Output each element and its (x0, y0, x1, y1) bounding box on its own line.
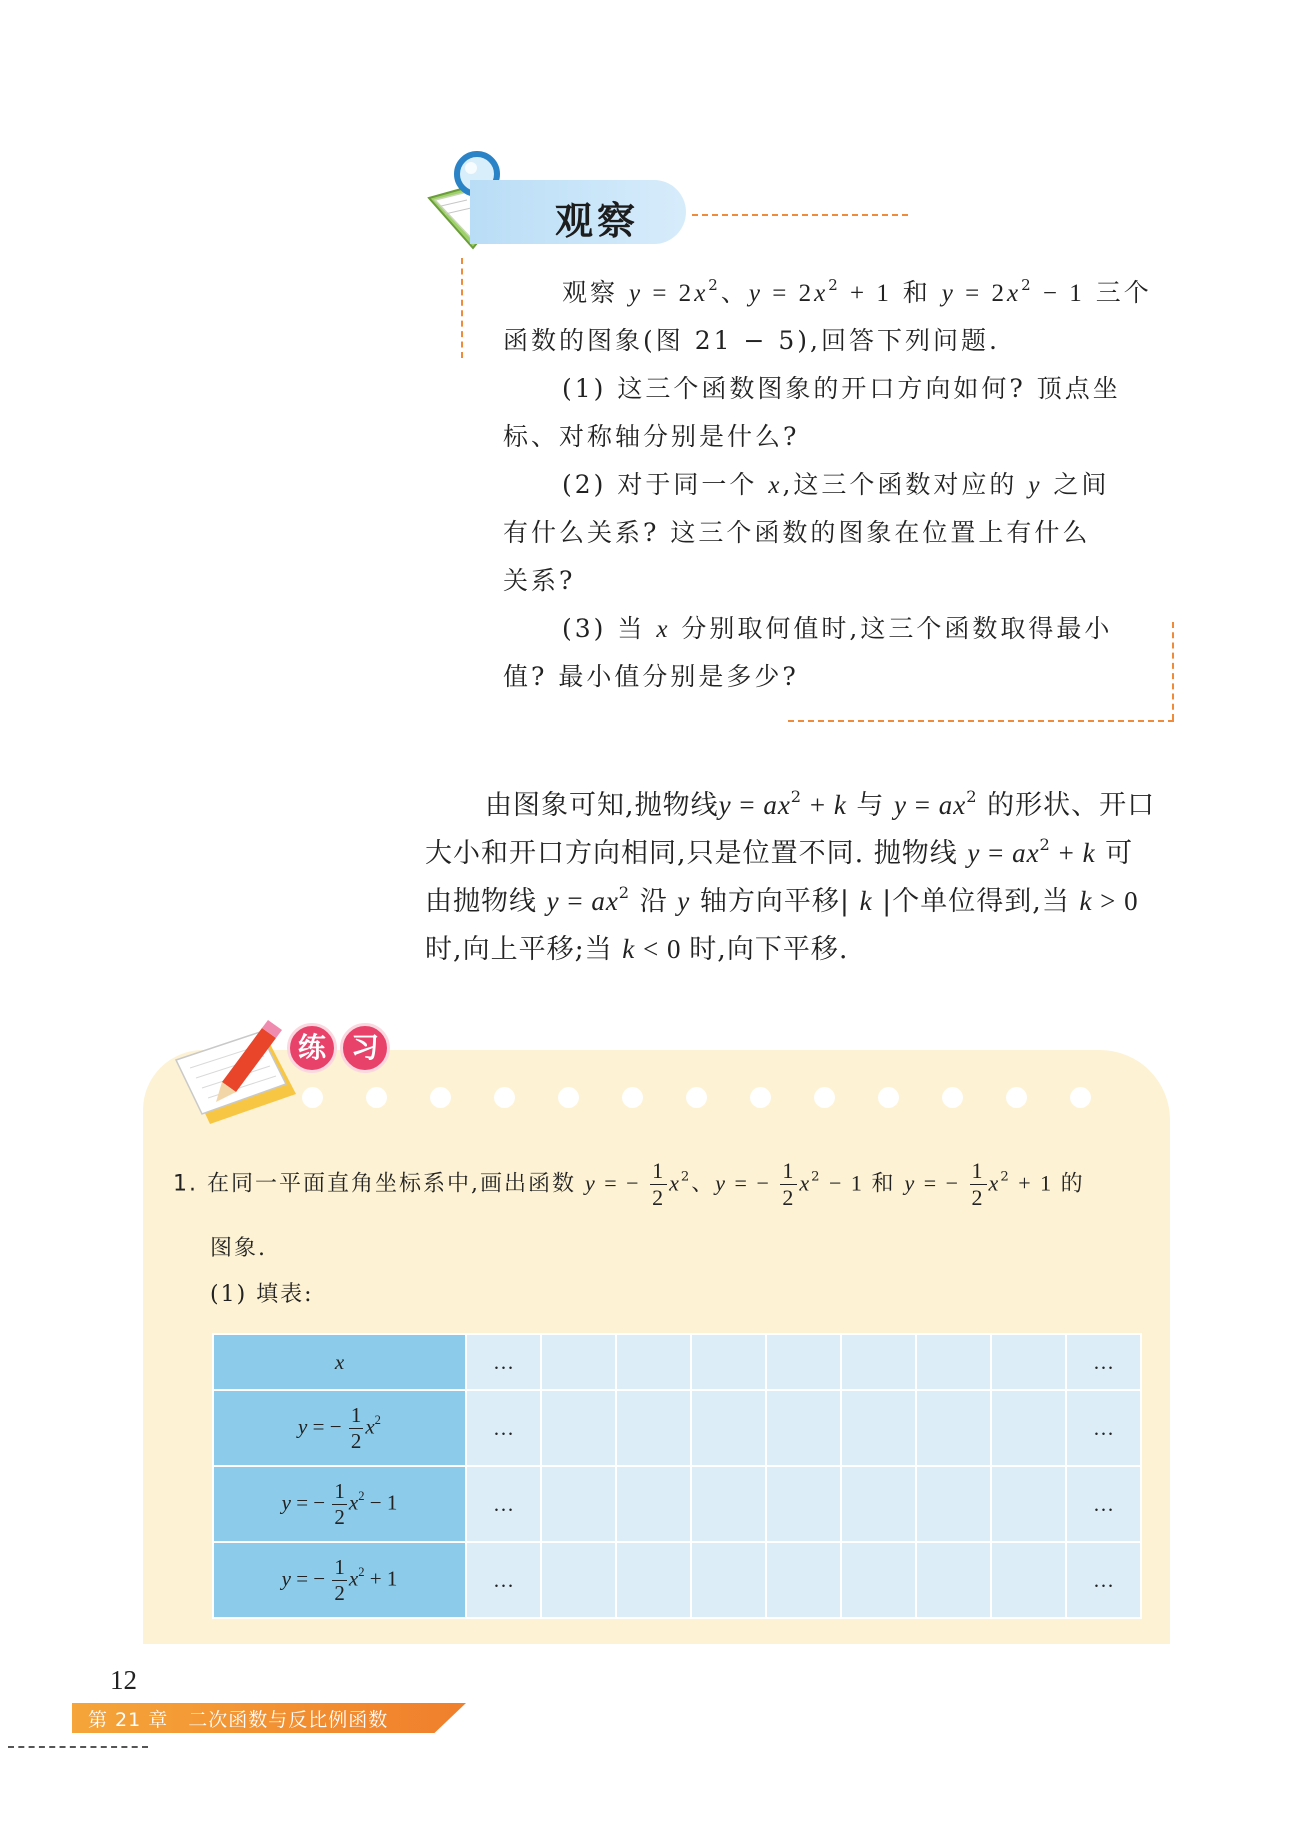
binder-hole (494, 1087, 515, 1108)
body-paragraph-line: 由抛物线 $y = ax^2$ 沿 y 轴方向平移| k |个单位得到,当 k > 0 (425, 882, 1139, 917)
table-cell[interactable] (541, 1542, 616, 1618)
exercise-subitem: (1) 填表: (210, 1282, 314, 1307)
table-cell[interactable]: … (1066, 1390, 1141, 1466)
table-cell[interactable] (691, 1334, 766, 1390)
table-cell[interactable] (691, 1542, 766, 1618)
table-cell[interactable] (541, 1334, 616, 1390)
table-cell[interactable] (691, 1466, 766, 1542)
practice-badge: 练 (287, 1023, 337, 1073)
dashed-divider (788, 720, 1174, 722)
question-2: (2) 对于同一个 x,这三个函数对应的 y 之间 (562, 470, 1110, 499)
row-header: y = − $\frac{1}{2}$ $x^2 - 1$ (213, 1466, 466, 1542)
table-cell[interactable] (916, 1466, 991, 1542)
binder-hole (366, 1087, 387, 1108)
body-paragraph-line: 由图象可知,抛物线$y = ax^2 + k$ 与 $y = ax^2$ 的形状、开口 (485, 786, 1156, 821)
table-cell[interactable] (766, 1542, 841, 1618)
row-header: x (213, 1334, 466, 1390)
question-2-line2: 有什么关系? 这三个函数的图象在位置上有什么 (503, 518, 1091, 547)
body-paragraph-line: 大小和开口方向相同,只是位置不同. 抛物线 $y = ax^2 + k$ 可 (425, 834, 1134, 869)
question-3-line2: 值? 最小值分别是多少? (503, 662, 799, 691)
exercise-item-line2: 图象. (210, 1236, 267, 1261)
table-cell[interactable] (991, 1466, 1066, 1542)
table-cell[interactable] (991, 1542, 1066, 1618)
table-cell[interactable] (616, 1334, 691, 1390)
table-cell[interactable]: … (1066, 1334, 1141, 1390)
table-cell[interactable] (841, 1334, 916, 1390)
question-2-line3: 关系? (503, 566, 576, 595)
table-row (213, 1334, 1141, 1390)
table-row (213, 1466, 1141, 1542)
table-cell[interactable] (841, 1466, 916, 1542)
table-cell[interactable] (916, 1334, 991, 1390)
binder-hole (878, 1087, 899, 1108)
binder-hole (558, 1087, 579, 1108)
table-cell[interactable]: … (1066, 1466, 1141, 1542)
observe-intro-line2: 函数的图象(图 21 − 5),回答下列问题. (503, 326, 1000, 355)
chapter-title: 第 21 章 二次函数与反比例函数 (88, 1709, 389, 1731)
row-header: y = − $\frac{1}{2}$ $x^2$ (213, 1390, 466, 1466)
table-row (213, 1542, 1141, 1618)
binder-hole (1070, 1087, 1091, 1108)
table-cell[interactable] (541, 1466, 616, 1542)
table-cell[interactable]: … (466, 1542, 541, 1618)
footer-dashed-line (8, 1746, 148, 1748)
table-cell[interactable] (766, 1334, 841, 1390)
question-1: (1) 这三个函数图象的开口方向如何? 顶点坐 (562, 374, 1121, 403)
binder-hole (814, 1087, 835, 1108)
binder-hole (430, 1087, 451, 1108)
table-cell[interactable] (766, 1466, 841, 1542)
table-cell[interactable]: … (466, 1466, 541, 1542)
table-cell[interactable] (841, 1542, 916, 1618)
table-cell[interactable]: … (466, 1334, 541, 1390)
table-cell[interactable] (916, 1542, 991, 1618)
table-cell[interactable] (616, 1390, 691, 1466)
table-cell[interactable] (766, 1390, 841, 1466)
binder-hole (622, 1087, 643, 1108)
exercise-item: 1. 在同一平面直角坐标系中,画出函数 y = − $\frac{1}{2}$ $x^2$、y = − $\frac{1}{2}$ $x^2 - 1$ 和 y = − $\frac{1}{2}$ $x^2 + 1$ 的 (173, 1158, 1085, 1210)
table-cell[interactable] (616, 1542, 691, 1618)
binder-hole (942, 1087, 963, 1108)
table-cell[interactable] (616, 1466, 691, 1542)
row-header: y = − $\frac{1}{2}$ $x^2 + 1$ (213, 1542, 466, 1618)
table-cell[interactable] (916, 1390, 991, 1466)
observe-title: 观察 (555, 199, 640, 243)
page-number: 12 (110, 1665, 137, 1695)
pencil-paper-icon (166, 1016, 306, 1128)
body-paragraph-line: 时,向上平移;当 k < 0 时,向下平移. (425, 934, 849, 965)
dashed-divider (1172, 622, 1174, 720)
question-3: (3) 当 x 分别取何值时,这三个函数取得最小 (562, 614, 1113, 643)
table-cell[interactable]: … (466, 1390, 541, 1466)
fill-table (212, 1333, 1142, 1619)
table-cell[interactable] (991, 1334, 1066, 1390)
question-1-line2: 标、对称轴分别是什么? (503, 422, 800, 451)
observe-intro: 观察 $y = 2x^2$、$y = 2x^2 + 1$ 和 $y = 2x^2 - 1$ 三个 (562, 275, 1152, 307)
practice-badge: 习 (340, 1023, 390, 1073)
table-row (213, 1390, 1141, 1466)
table-cell[interactable] (991, 1390, 1066, 1466)
dashed-divider (461, 258, 463, 358)
dashed-divider (692, 214, 908, 216)
table-cell[interactable] (841, 1390, 916, 1466)
binder-hole (750, 1087, 771, 1108)
table-cell[interactable]: … (1066, 1542, 1141, 1618)
binder-hole (686, 1087, 707, 1108)
binder-hole (1006, 1087, 1027, 1108)
table-cell[interactable] (541, 1390, 616, 1466)
table-cell[interactable] (691, 1390, 766, 1466)
